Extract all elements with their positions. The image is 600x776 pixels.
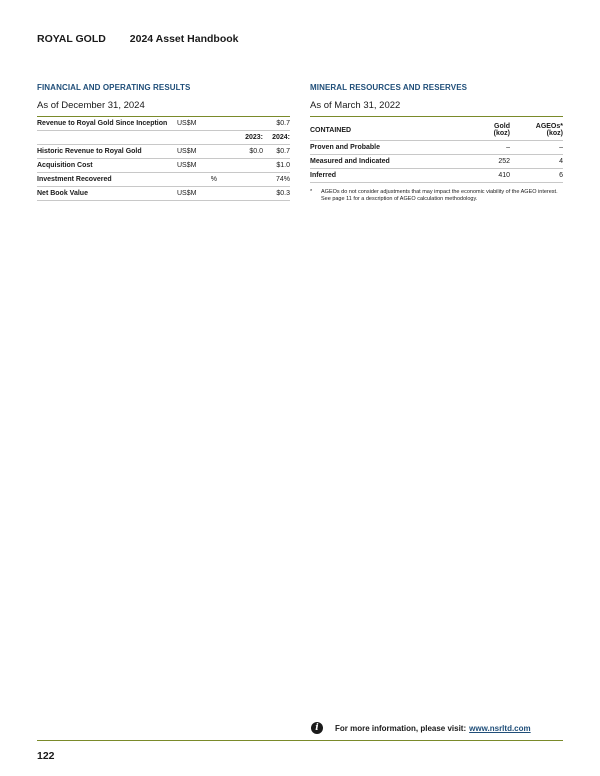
row-label: Proven and Probable bbox=[310, 141, 460, 155]
mineral-as-of: As of March 31, 2022 bbox=[310, 100, 563, 117]
row-unit: US$M bbox=[177, 159, 223, 173]
table-header-row bbox=[310, 117, 563, 141]
table-row bbox=[37, 173, 290, 187]
row-ageo: 6 bbox=[510, 169, 563, 183]
year-2023: 2023: bbox=[223, 131, 263, 145]
row-gold: 410 bbox=[460, 169, 510, 183]
row-ageo: 4 bbox=[510, 155, 563, 169]
financial-as-of: As of December 31, 2024 bbox=[37, 100, 290, 117]
mineral-title: MINERAL RESOURCES AND RESERVES bbox=[310, 83, 468, 92]
website-link[interactable]: www.nsrltd.com bbox=[469, 723, 531, 733]
row-label: Investment Recovered bbox=[37, 173, 177, 187]
row-value: $0.7 bbox=[263, 117, 290, 131]
ageo-header bbox=[510, 117, 563, 141]
row-value-2024: 74% bbox=[263, 173, 290, 187]
mineral-table bbox=[310, 117, 563, 183]
row-unit: US$M bbox=[177, 117, 223, 131]
info-icon: i bbox=[311, 722, 323, 734]
row-value-2024: $0.3 bbox=[263, 187, 290, 201]
financial-section bbox=[37, 83, 290, 201]
table-row bbox=[37, 159, 290, 173]
row-value-2023 bbox=[223, 187, 263, 201]
row-label: Acquisition Cost bbox=[37, 159, 177, 173]
more-info-text: For more information, please visit: bbox=[335, 723, 467, 733]
more-info bbox=[311, 722, 531, 734]
document-title: 2024 Asset Handbook bbox=[129, 33, 239, 45]
row-gold: 252 bbox=[460, 155, 510, 169]
row-gold: – bbox=[460, 141, 510, 155]
row-label: Historic Revenue to Royal Gold bbox=[37, 145, 177, 159]
row-label: Net Book Value bbox=[37, 187, 177, 201]
financial-table bbox=[37, 117, 290, 201]
financial-title: FINANCIAL AND OPERATING RESULTS bbox=[37, 83, 191, 92]
company-name: ROYAL GOLD bbox=[37, 33, 106, 45]
ageo-header-unit: (koz) bbox=[546, 130, 563, 137]
table-row bbox=[310, 169, 563, 183]
row-value-2023: $0.0 bbox=[223, 145, 263, 159]
year-2024: 2024: bbox=[263, 131, 290, 145]
mineral-section bbox=[310, 83, 563, 204]
row-unit: US$M bbox=[177, 145, 223, 159]
table-row bbox=[37, 187, 290, 201]
row-label: Revenue to Royal Gold Since Inception bbox=[37, 117, 177, 131]
contained-header: CONTAINED bbox=[310, 117, 460, 141]
row-label: Inferred bbox=[310, 169, 460, 183]
year-header-row bbox=[37, 131, 290, 145]
footnote-mark: * bbox=[310, 189, 313, 195]
row-unit: US$M bbox=[177, 187, 223, 201]
page-header bbox=[37, 33, 239, 45]
row-value-2023 bbox=[223, 173, 263, 187]
table-row bbox=[37, 145, 290, 159]
table-row bbox=[310, 155, 563, 169]
table-row bbox=[37, 117, 290, 131]
row-value-2023 bbox=[223, 159, 263, 173]
row-label: Measured and Indicated bbox=[310, 155, 460, 169]
gold-header-label: Gold bbox=[494, 123, 510, 130]
footnote bbox=[310, 189, 563, 204]
row-unit: % bbox=[177, 173, 223, 187]
gold-header-unit: (koz) bbox=[493, 130, 510, 137]
row-ageo: – bbox=[510, 141, 563, 155]
row-value-2024: $1.0 bbox=[263, 159, 290, 173]
ageo-header-label: AGEOs* bbox=[535, 123, 563, 130]
table-row bbox=[310, 141, 563, 155]
row-value-2024: $0.7 bbox=[263, 145, 290, 159]
page-number: 122 bbox=[37, 750, 55, 762]
footer-divider bbox=[37, 740, 563, 741]
gold-header bbox=[460, 117, 510, 141]
footnote-text: AGEOs do not consider adjustments that may impact the economic viability of the AGEO interest. See page 11 for a description of AGEO calculation methodology. bbox=[321, 189, 558, 203]
